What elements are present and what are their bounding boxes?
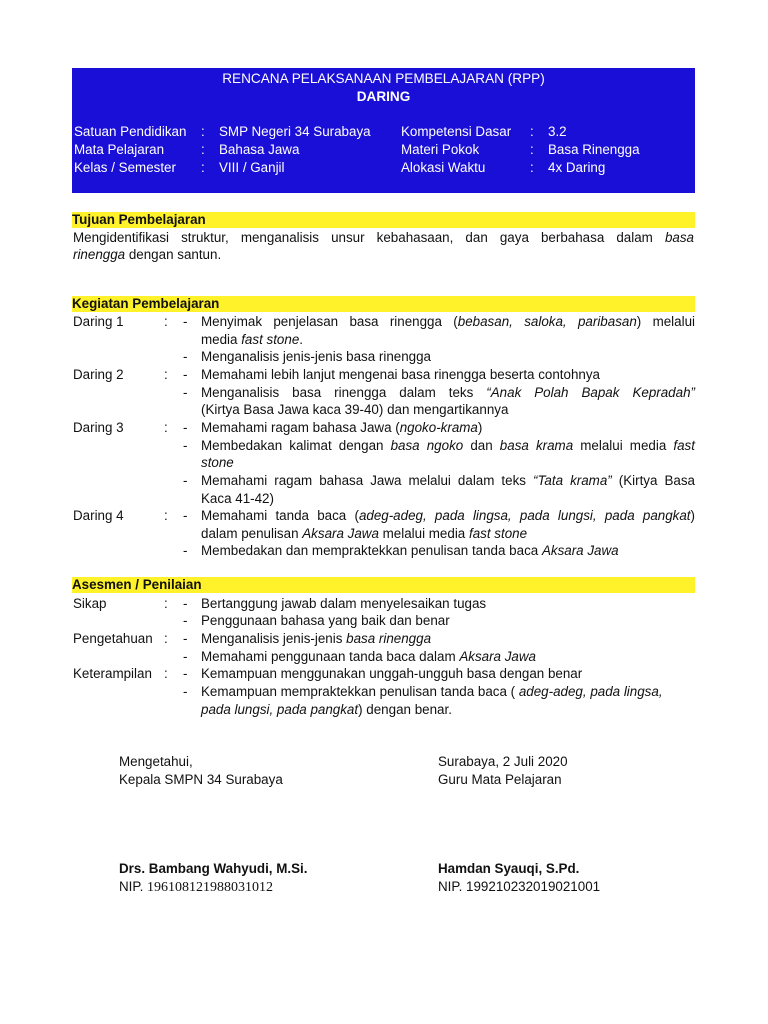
activity-item: Menganalisis basa rinengga dalam teks “Anak Polah Bapak Kepradah”	[201, 385, 695, 400]
section-heading-asesmen: Asesmen / Penilaian	[72, 577, 695, 593]
document-title: RENCANA PELAKSANAAN PEMBELAJARAN (RPP)	[222, 71, 545, 86]
signature-left-name: Drs. Bambang Wahyudi, M.Si.	[119, 861, 308, 876]
tujuan-text-line: Mengidentifikasi struktur, menganalisis unsur kebahasaan, dan gaya berbahasa dalam basa	[73, 230, 694, 245]
assessment-label: Sikap	[73, 596, 107, 611]
header-value: SMP Negeri 34 Surabaya	[219, 124, 371, 139]
activity-item: Memahami ragam bahasa Jawa (ngoko-krama)	[201, 420, 483, 435]
daring-label: Daring 2	[73, 367, 124, 382]
activity-item: Kaca 41-42)	[201, 491, 274, 506]
header-value: Bahasa Jawa	[219, 142, 300, 157]
assessment-item: Menganalisis jenis-jenis basa rinengga	[201, 631, 432, 646]
activity-item: Memahami lebih lanjut mengenai basa rinengga beserta contohnya	[201, 367, 600, 382]
signature-right-line: Surabaya, 2 Juli 2020	[438, 754, 568, 769]
signature-right-name: Hamdan Syauqi, S.Pd.	[438, 861, 580, 876]
assessment-item: pada lungsi, pada pangkat) dengan benar.	[201, 702, 452, 717]
signature-right-line: Guru Mata Pelajaran	[438, 772, 562, 787]
document-subtitle: DARING	[356, 89, 411, 104]
header-label: Materi Pokok	[401, 142, 480, 157]
daring-label: Daring 1	[73, 314, 124, 329]
header-label: Kompetensi Dasar	[401, 124, 512, 139]
header-value: Basa Rinengga	[548, 142, 640, 157]
signature-right-nip: NIP. 199210232019021001	[438, 879, 601, 894]
assessment-label: Pengetahuan	[73, 631, 153, 646]
header-value: VIII / Ganjil	[219, 160, 285, 175]
assessment-item: Kemampuan mempraktekkan penulisan tanda baca ( adeg-adeg, pada lingsa,	[201, 684, 663, 699]
header-label: Satuan Pendidikan	[74, 124, 187, 139]
activity-item: (Kirtya Basa Jawa kaca 39-40) dan mengartikannya	[201, 402, 509, 417]
signature-left-line: Mengetahui,	[119, 754, 193, 769]
header-label: Alokasi Waktu	[401, 160, 486, 175]
activity-item: Memahami tanda baca (adeg-adeg, pada lingsa, pada lungsi, pada pangkat)	[201, 508, 695, 523]
assessment-item: Bertanggung jawab dalam menyelesaikan tugas	[201, 596, 487, 611]
activity-item: Menganalisis jenis-jenis basa rinengga	[201, 349, 432, 364]
activity-item: Membedakan kalimat dengan basa ngoko dan basa krama melalui media fast	[201, 438, 695, 453]
signature-left-nip: NIP. 196108121988031012	[119, 879, 274, 895]
assessment-item: Penggunaan bahasa yang baik dan benar	[201, 613, 450, 628]
assessment-label: Keterampilan	[73, 666, 152, 681]
header-value: 4x Daring	[548, 160, 606, 175]
daring-label: Daring 3	[73, 420, 124, 435]
assessment-item: Kemampuan menggunakan unggah-ungguh basa dengan benar	[201, 666, 583, 681]
activity-item: stone	[201, 455, 234, 470]
activity-item: Memahami ragam bahasa Jawa melalui dalam teks “Tata krama” (Kirtya Basa	[201, 473, 695, 488]
activity-item: dalam penulisan Aksara Jawa melalui media fast stone	[201, 526, 528, 541]
activity-item: Menyimak penjelasan basa rinengga (bebasan, saloka, paribasan) melalui	[201, 314, 695, 329]
header-label: Mata Pelajaran	[74, 142, 165, 157]
activity-item: Membedakan dan mempraktekkan penulisan tanda baca Aksara Jawa	[201, 543, 619, 558]
section-heading-tujuan: Tujuan Pembelajaran	[72, 212, 695, 228]
section-heading-kegiatan: Kegiatan Pembelajaran	[72, 296, 695, 312]
daring-label: Daring 4	[73, 508, 124, 523]
document-header: RENCANA PELAKSANAAN PEMBELAJARAN (RPP) DARING Satuan Pendidikan : SMP Negeri 34 Surabaya Kompetensi Dasar : 3.2 Mata Pelajaran : Bahasa Jawa Materi Pokok : Basa Rinengga Kelas / Semester : VIII / Ganjil Alokasi Waktu : 4x Daring	[72, 68, 695, 193]
tujuan-text-line: rinengga dengan santun.	[73, 247, 222, 262]
signature-left-line: Kepala SMPN 34 Surabaya	[119, 772, 283, 787]
activity-item: media fast stone.	[201, 332, 303, 347]
header-label: Kelas / Semester	[74, 160, 176, 175]
assessment-item: Memahami penggunaan tanda baca dalam Aksara Jawa	[201, 649, 536, 664]
header-value: 3.2	[548, 124, 567, 139]
